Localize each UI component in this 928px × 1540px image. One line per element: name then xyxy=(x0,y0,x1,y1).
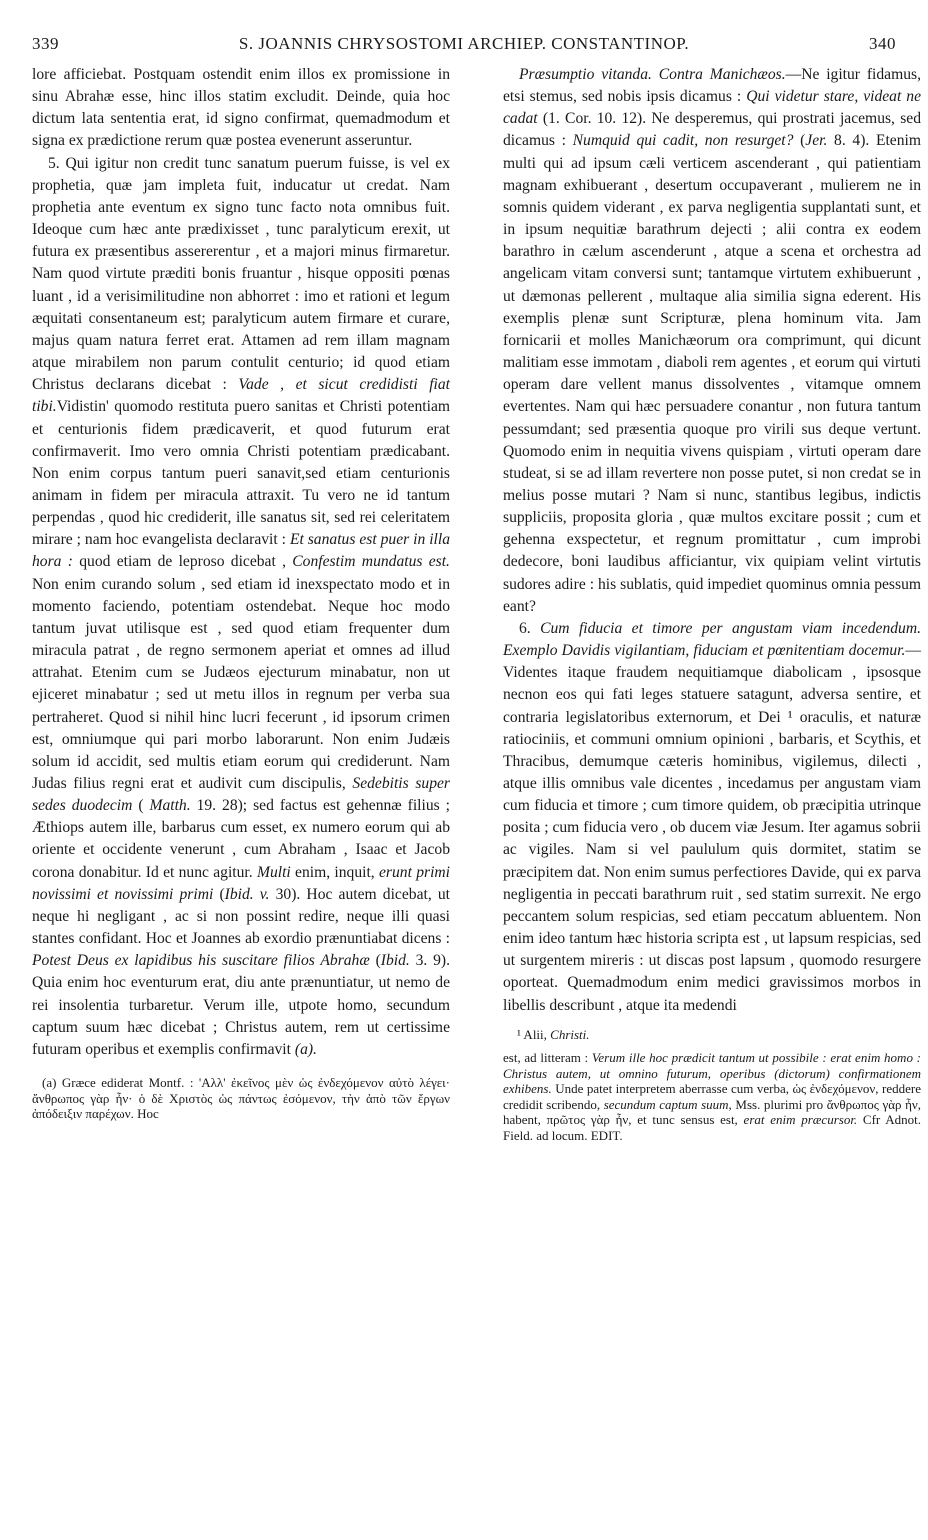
text-run: ¹ Alii, xyxy=(517,1026,547,1042)
italic-text: Sedebitis super sedes duodecim xyxy=(32,775,450,815)
text-run: 8. 4). Etenim multi qui ad ipsum cæli verticem ascenderant , qui patientiam magnam exhibuerant , desertum occupaverant , mulierem ne in somnis quidem viderant , ex parva negligentia supplantati sunt, et in ipsum nequitiæ barathrum dejecti ; alii contra ex eodem barathro in cælum ascenderunt , atque a scena et orchestra ad angelicam vitam conversi sunt; tantamque virtutem exhibuerunt , ut dæmonas pellerent , multaque alia similia signa ederent. His exemplis plenæ sunt Scripturæ, plena hominum vita. Jam fornicarii et molles Manichæorum ora comprimunt, qui dicunt malitiam esse immotam , diaboli rem agentes , et eorum qui virtuti operam dare vellent manus dissolventes , vitamque omnem evertentes. Nam qui hæc persuadere conantur , non futura tantum pessumdant; sed præsentia quoque pro virili sus deque vertunt. Quomodo enim in nequitia vivens quispiam , virtuti operam dare studeat, si se ad illam revertere non posse putet, si non credat se in melius posse mutari ? Nam si nunc, stantibus legibus, indictis suppliciis, proposita gloria , quæ multos excitare possit ; cum et gehenna exspectetur, et regnum promittatur , cum improbi dedecore, boni laudibus afficiantur, vix quipiam velint virtutis sudores adire : his sublatis, quid impediet quominus omnia pessum eant? xyxy=(503,132,921,615)
italic-text: Præsumptio vitanda. Contra Manichæos. xyxy=(519,66,786,83)
text-run: quod etiam de leproso dicebat , xyxy=(79,553,286,571)
italic-text: Confestim mundatus est. xyxy=(292,553,450,571)
text-run: (1. Cor. 10. 12). Ne desperemus, qui prostrati jacemus, sed dicamus : xyxy=(503,110,921,150)
text-run: enim, inquit, xyxy=(295,863,375,881)
italic-text: Jer. xyxy=(805,132,828,150)
running-title: S. JOANNIS CHRYSOSTOMI ARCHIEP. CONSTANTINOP. xyxy=(238,34,690,53)
text-run: 30). Hoc autem dicebat, ut neque hi negligant , ac si non possint redire, neque illi quasi stantes confidant. Hoc et Joannes ab exordio prænuntiabat dicens : xyxy=(32,885,450,948)
italic-text: Christi. xyxy=(550,1026,590,1042)
text-run: 3. 9). Quia enim hoc eventurum erat, diu ante prænuntiatur, ut nemo de rei insolentia turbaretur. Verum ille, utpote homo, secundum captum suum hæc dicebat ; Christus autem, rem ut certissime futuram operibus et exemplis confirmavit xyxy=(32,952,451,1058)
right-column xyxy=(503,64,921,1143)
paragraph xyxy=(503,64,921,618)
italic-text: Qui videtur stare, videat ne cadat xyxy=(503,88,921,128)
text-run: lore afficiebat. Postquam ostendit enim illos ex promissione in sinu Abrahæ esse, hinc illos statim excludit. Deinde, quia hoc dictum lata sententia erat, id signo confirmat, quemadmodum et signa ex prædictione rerum quæ postea evenerunt asseruntur. xyxy=(32,66,450,150)
text-run: ( xyxy=(800,132,806,150)
paragraph xyxy=(503,618,921,1017)
text-run: ( xyxy=(375,952,381,970)
text-run: Mss. plurimi pro ἄνθρωπος γὰρ ἦν, habent, πρῶτος γὰρ ἦν, et tunc sensus est, xyxy=(503,1096,922,1128)
text-run: Non enim curando solum , sed etiam id inexspectato modo et in momento faciendo, potentiam ostendebat. Neque hoc modo tantum juvat utilisque est , sed quod etiam frequenter dum miracula patrat , de regno sermonem aperiat et omnes ad illud attrahat. Etenim cum se Judæos ejecturum minabatur, non ut ejiceret minabatur ; sed ut metu illos in regnum per verba sua pertraheret. Quod si nihil hinc lucri fecerunt , id ipsorum crimen est, omniumque qui pari morbo laborarunt. Non enim Judæis solum id accidit, sed multis etiam eorum qui crediderunt. Nam Judas filius regni erat et audivit cum discipulis, xyxy=(32,575,450,792)
text-run: est, ad litteram : xyxy=(503,1050,589,1066)
footnote: (a) Græce ediderat Montf. : 'Αλλ' ἐκεῖνος μὲν ὡς ἐνδεχόμενον αὐτὸ λέγει· ἄνθρωπος γὰρ ἦν· ὁ δὲ Χριστὸς ὡς πάντως ἐσόμενον, τὴν ἀπὸ τῶν ἔργων ἀπόδειξιν παρέχων. Hoc xyxy=(32,1075,450,1122)
text-run: Cfr Adnot. Field. ad locum. EDIT. xyxy=(503,1112,922,1143)
footnote-continuation xyxy=(503,1050,921,1143)
text-run: 19. 28); sed factus est gehennæ filius ; Æthiops autem ille, barbarus cum esset, ex numero eorum qui ab oriente et occidente venerunt , cum Abraham , Isaac et Jacob corona donabitur. Id et nunc agitur. xyxy=(32,797,450,881)
text-run: ( xyxy=(219,885,225,903)
footnote xyxy=(503,1027,921,1043)
italic-text: erunt primi novissimi et novissimi primi xyxy=(32,863,450,903)
paragraph xyxy=(32,64,450,153)
text-run: —Ne igitur fidamus, etsi stemus, sed nobis ipsis dicamus : xyxy=(503,66,921,106)
italic-text: Et sanatus est puer in illa hora : xyxy=(32,531,450,571)
section-number: 6. xyxy=(519,619,531,637)
italic-text: Cum fiducia et timore per angustam viam incedendum. Exemplo Davidis vigilantiam, fiduciam et pœnitentiam docemur. xyxy=(503,619,921,660)
text-run: Unde patet interpretem aberrasse cum verba, ὡς ἐνδεχόμενον, reddere credidit scribendo, xyxy=(503,1081,921,1112)
italic-text: Ibid. v. xyxy=(224,885,270,903)
italic-text: Matth. xyxy=(149,797,191,815)
text-run: Vidistin' quomodo restituta puero sanitas et Christi potentiam et centurionis fidem prædicaverit, et quod futurum erat confirmaverit. Imo vero omnia Christi potentiam prædicabant. Non enim corpus tantum pueri sanavit,sed etiam centurionis animam in fidem per miracula attraxit. Tu vero ne id tantum perpendas , quod hic crediderit, ille sanatus sit, sed rei celeritatem mirare ; nam hoc evangelista declaravit : xyxy=(32,398,450,549)
italic-text: secundum captum suum, xyxy=(603,1096,732,1112)
paragraph xyxy=(32,153,450,1061)
italic-text: Potest Deus ex lapidibus his suscitare filios Abrahæ xyxy=(32,952,370,970)
italic-text: Ibid. xyxy=(380,952,410,970)
text-run: 5. Qui igitur non credit tunc sanatum puerum fuisse, is vel ex prophetia, quæ jam impleta fuit, inducatur ut credat. Nam prophetia ante eventum ex signo tunc facto nota omnibus fuit. Ideoque cum hæc ante prædixisset , tunc paralyticum erexit, ut futura ex præsentibus assererentur , et a majori minus firmaretur. Nam quod virtute præditi bonis fruantur , hisque oppositi pœnas luant , id a verisimilitudine non abhorret : imo et rationi et legum æquitati consentaneum est; paralyticum autem firmare et curare, majus quam natura ferret erat. Attamen ad rem illam magnam atque mirabilem non parum contulit centurio; id quod etiam Christus declarans dicebat : xyxy=(32,154,450,394)
text-run: ( xyxy=(138,797,144,815)
italic-text: Verum ille hoc prædicit tantum ut possibile : erat enim homo : Christus autem, ut omnino futurum, operibus (dictorum) confirmationem exhibens. xyxy=(503,1050,921,1097)
italic-text: (a). xyxy=(294,1040,317,1058)
page-number-left: 339 xyxy=(32,34,59,53)
italic-text: erat enim præcursor. xyxy=(743,1112,858,1128)
left-column xyxy=(32,64,450,1122)
italic-text: Multi xyxy=(256,863,291,881)
page-header xyxy=(32,34,896,60)
page-number-right: 340 xyxy=(869,34,896,53)
italic-text: Vade , et sicut credidisti fiat tibi. xyxy=(32,376,450,416)
italic-text: Numquid qui cadit, non resurget? xyxy=(572,132,794,150)
text-run: —Videntes itaque fraudem nequitiamque diabolicam , ipsosque necnon eos qui fati leges statuere satagunt, adversa sentire, et contraria legislatoribus externorum, et Dei ¹ oraculis, et naturæ ratiociniis, et communi omnium opinioni , barbaris, et Scythis, et Thracibus, demumque cæteris hominibus, vigilemus, dilecti , atque illis omnibus vale dicentes , incedamus per angustam viam cum fiducia et timore ; cum timore quidem, ob præcipitia utrinque posita ; cum fiducia vero , ob ducem viæ Jesum. Iter agamus sobrii ac vigiles. Nam si vel paululum quis dormitet, statim se præcipitem dat. Non enim sumus perfectiores Davide, qui ex parva negligentia in peccati barathrum ruit , sed statim surrexit. Ne ergo peccantem solum respicias, sed etiam peccatum abluentem. Non enim ideo tantum hæc historia scripta est , ut lapsum respicias, sed ut surgentem mireris : ut discas post lapsum , quomodo resurgere oporteat. Quemadmodum enim medici gravissimos morbos in libellis describunt , atque ita medendi xyxy=(503,642,921,1014)
